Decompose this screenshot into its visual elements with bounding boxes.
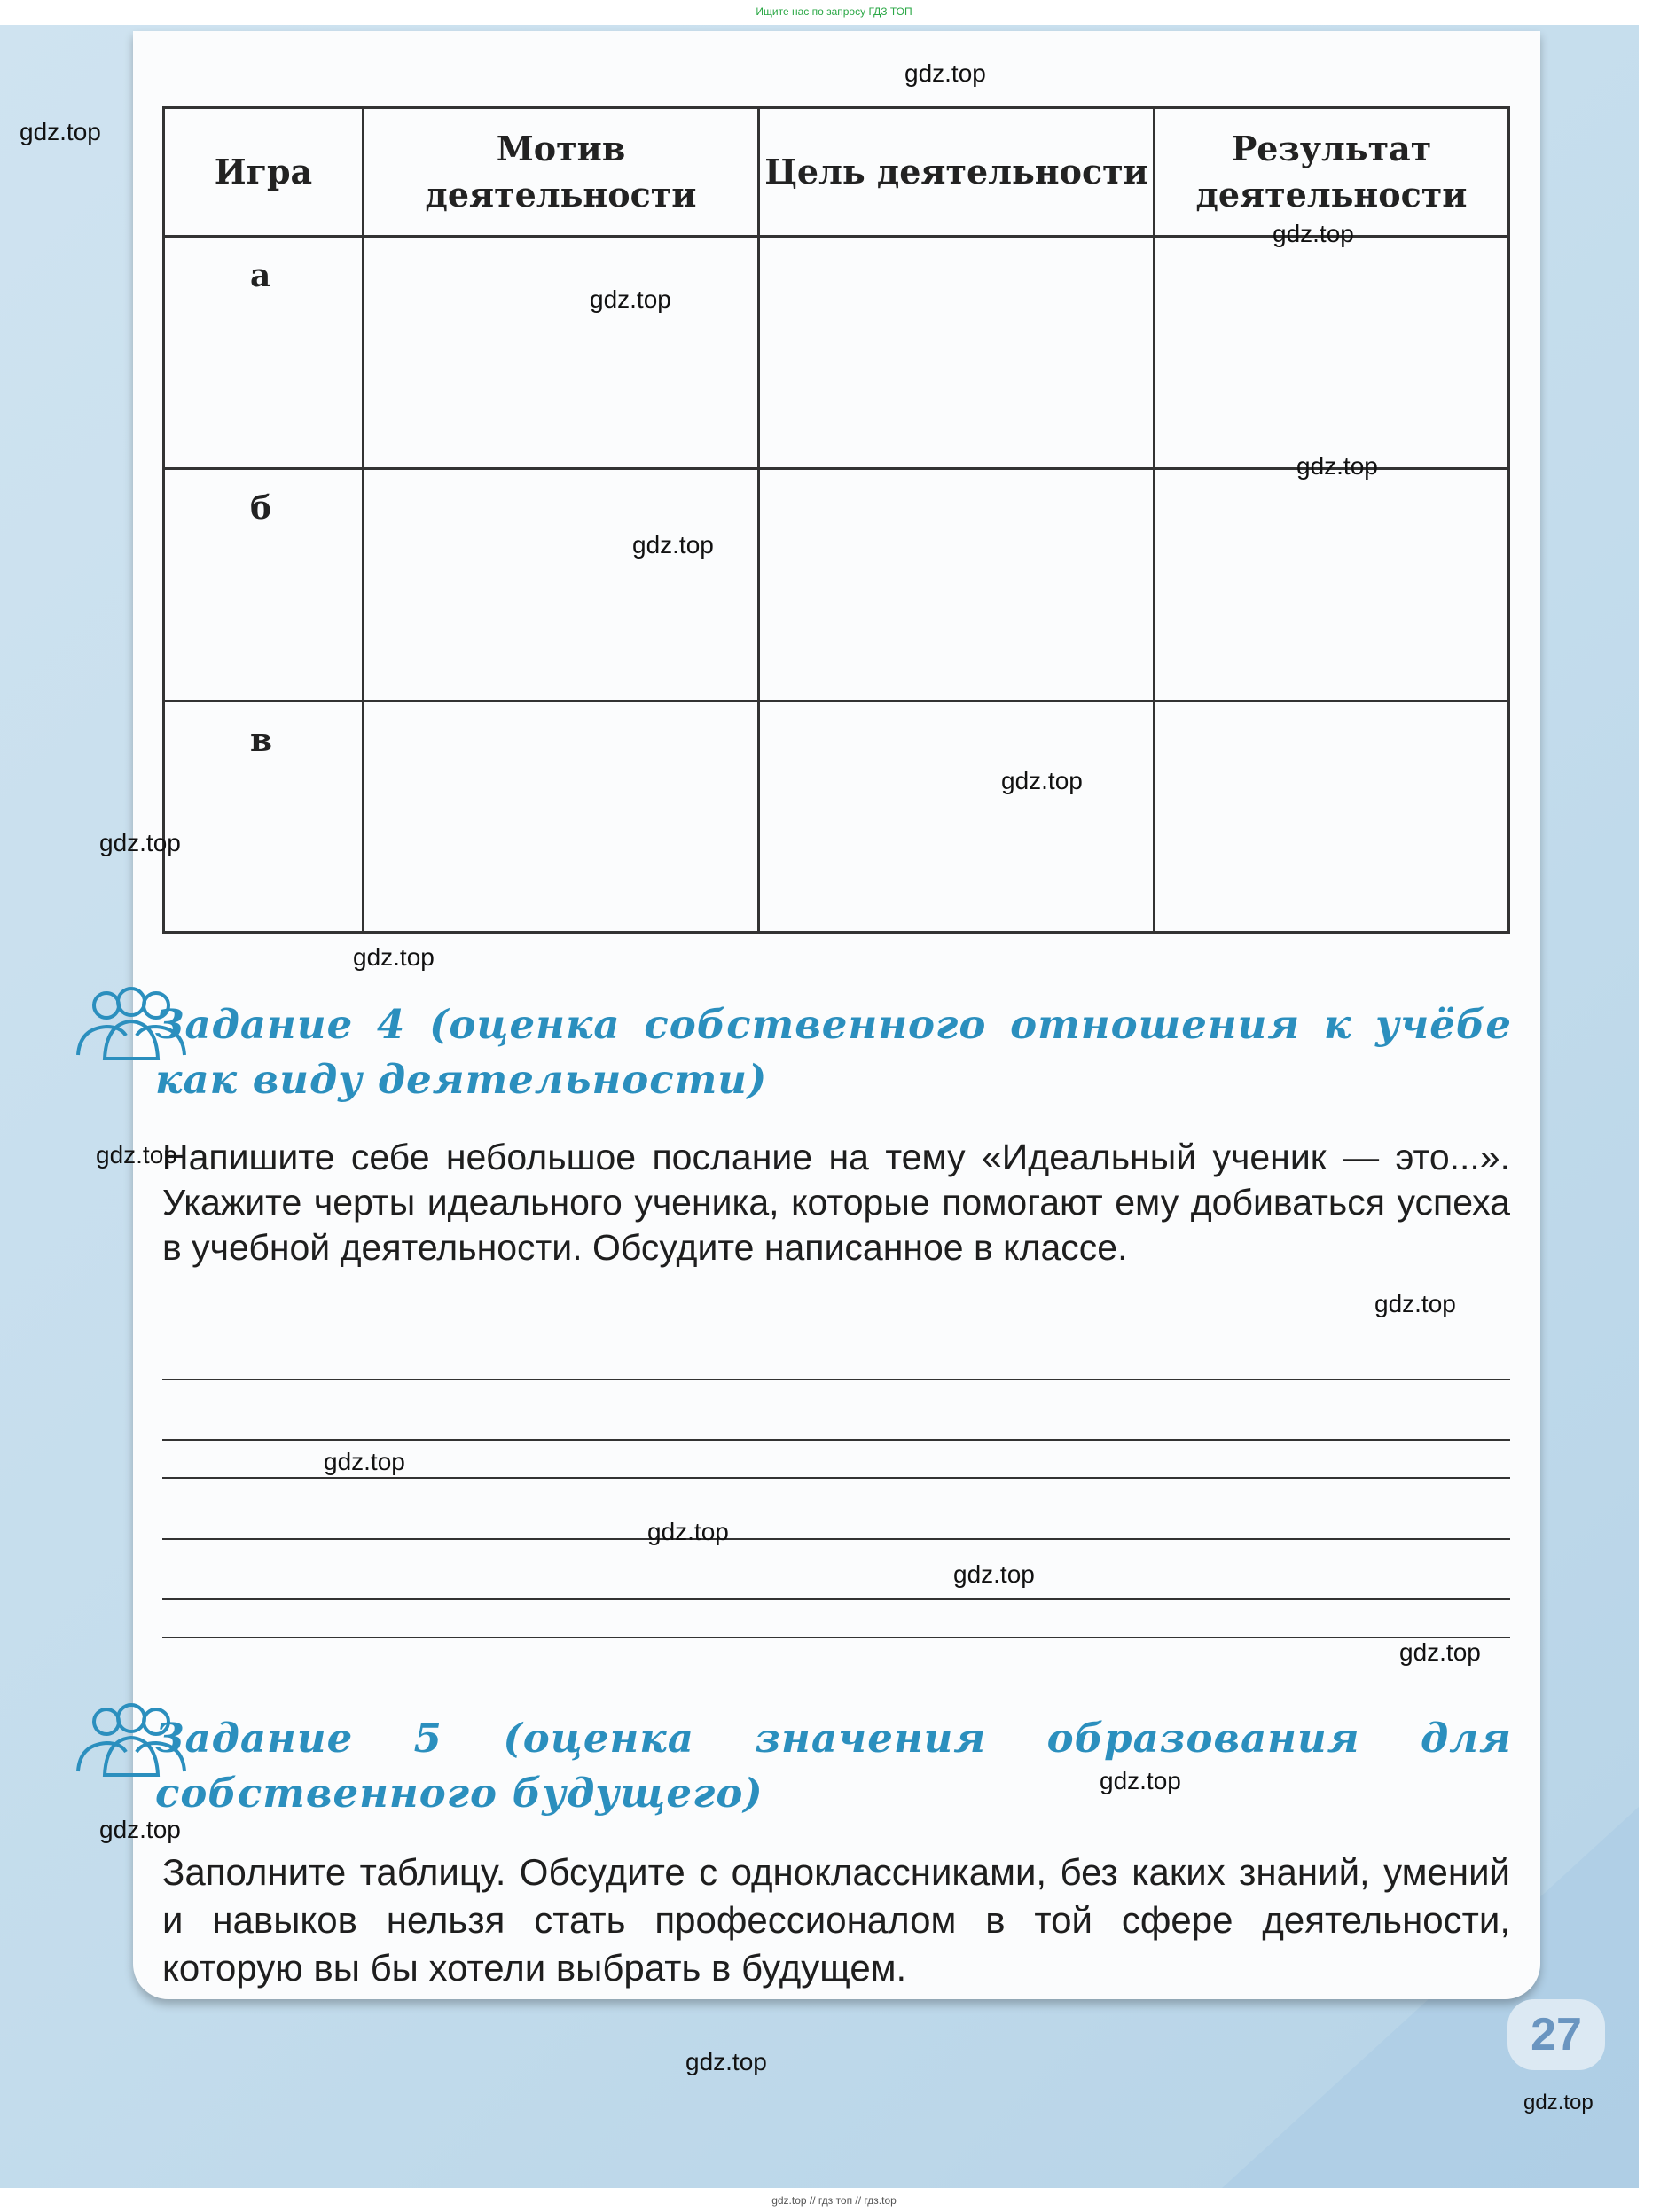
table-cell[interactable] bbox=[364, 237, 759, 469]
bottom-banner: gdz.top // гдз топ // гдз.top bbox=[771, 2194, 897, 2207]
header-goal: Цель деятельности bbox=[759, 108, 1155, 237]
row-label: в bbox=[164, 701, 364, 933]
task4-subtitle: (оценка собственного отношения к учёбе как виду деятельности) bbox=[155, 1001, 1512, 1103]
task5-subtitle: (оценка значения образования для собственного будущего) bbox=[155, 1715, 1512, 1817]
top-banner: Ищите нас по запросу ГДЗ ТОП bbox=[756, 5, 912, 18]
answer-line bbox=[162, 1637, 1510, 1638]
answer-line bbox=[162, 1439, 1510, 1441]
table-cell[interactable] bbox=[1155, 701, 1509, 933]
watermark: gdz.top bbox=[1399, 1638, 1481, 1666]
task4-text: Напишите себе небольшое послание на тему «Идеальный ученик — это...». Укажите черты идеального ученика, которые помогают ему добиваться успеха в учебной деятельности. Обсудите написанное в классе. bbox=[162, 1137, 1510, 1268]
table-cell[interactable] bbox=[1155, 237, 1509, 469]
watermark: gdz.top bbox=[1523, 2091, 1594, 2114]
task4-number: Задание 4 bbox=[155, 1001, 406, 1048]
table-cell[interactable] bbox=[759, 237, 1155, 469]
task4-title bbox=[155, 997, 1512, 1107]
table-row bbox=[164, 469, 1509, 701]
page-number: 27 bbox=[1507, 1999, 1605, 2070]
watermark: gdz.top bbox=[1100, 1767, 1181, 1794]
watermark: gdz.top bbox=[685, 2048, 767, 2075]
watermark: gdz.top bbox=[96, 1141, 177, 1169]
table-header-row bbox=[164, 108, 1509, 237]
header-game: Игра bbox=[164, 108, 364, 237]
answer-line bbox=[162, 1477, 1510, 1479]
answer-line bbox=[162, 1538, 1510, 1540]
table-cell[interactable] bbox=[1155, 469, 1509, 701]
table-row bbox=[164, 701, 1509, 933]
watermark: gdz.top bbox=[1001, 767, 1083, 794]
watermark: gdz.top bbox=[324, 1448, 405, 1475]
table-cell[interactable] bbox=[759, 701, 1155, 933]
watermark: gdz.top bbox=[647, 1518, 729, 1545]
table-cell[interactable] bbox=[364, 701, 759, 933]
table-cell[interactable] bbox=[364, 469, 759, 701]
task5-text: Заполните таблицу. Обсудите с одноклассниками, без каких знаний, умений и навыков нельзя стать профессионалом в той сфере деятельности, которую вы бы хотели выбрать в будущем. bbox=[162, 1851, 1510, 1989]
watermark: gdz.top bbox=[632, 531, 714, 559]
watermark: gdz.top bbox=[99, 1816, 181, 1843]
task5-number: Задание 5 bbox=[155, 1715, 442, 1762]
task5-title bbox=[155, 1711, 1512, 1821]
table-cell[interactable] bbox=[759, 469, 1155, 701]
watermark: gdz.top bbox=[353, 943, 435, 971]
watermark: gdz.top bbox=[953, 1560, 1035, 1588]
header-motive: Мотив деятельности bbox=[364, 108, 759, 237]
answer-line bbox=[162, 1598, 1510, 1600]
watermark: gdz.top bbox=[1374, 1290, 1456, 1317]
watermark: gdz.top bbox=[99, 829, 181, 856]
row-label: а bbox=[164, 237, 364, 469]
header-result: Результат деятельности bbox=[1155, 108, 1509, 237]
watermark: gdz.top bbox=[590, 285, 671, 313]
table-row bbox=[164, 237, 1509, 469]
answer-line bbox=[162, 1379, 1510, 1380]
watermark: gdz.top bbox=[20, 118, 101, 145]
watermark: gdz.top bbox=[904, 59, 986, 87]
watermark: gdz.top bbox=[1273, 220, 1354, 247]
watermark: gdz.top bbox=[1296, 452, 1378, 480]
row-label: б bbox=[164, 469, 364, 701]
